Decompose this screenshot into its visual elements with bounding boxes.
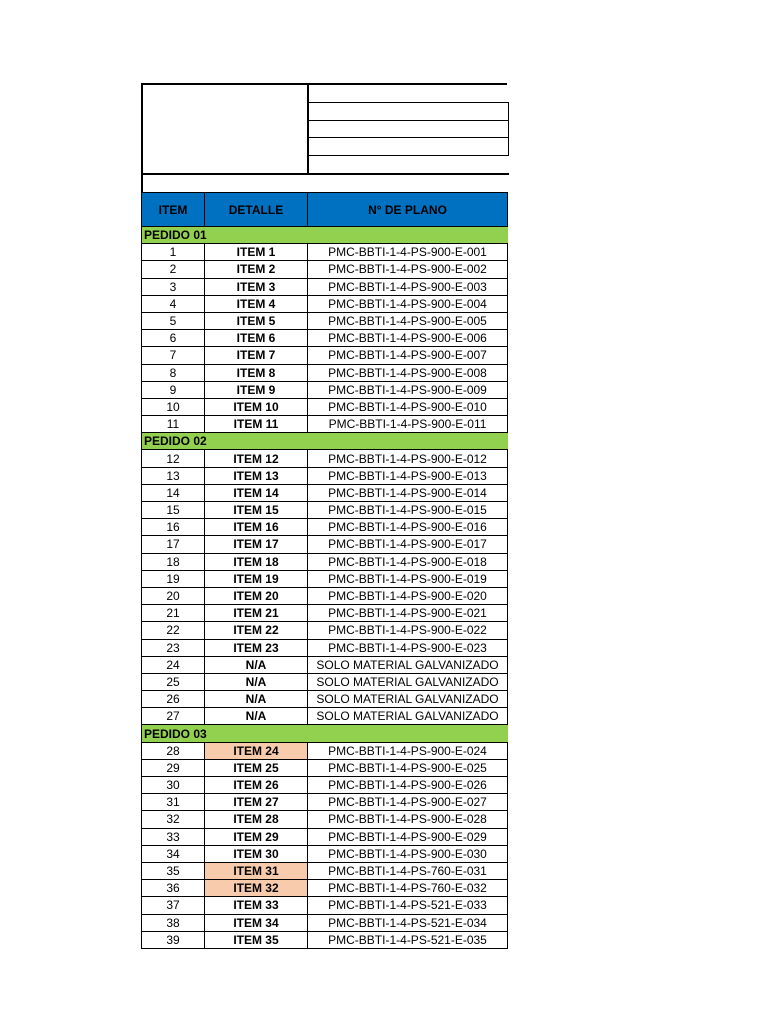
cell-item-number[interactable]: 19 (142, 570, 205, 587)
cell-plano[interactable]: PMC-BBTI-1-4-PS-900-E-020 (308, 587, 508, 604)
cell-item-number[interactable]: 16 (142, 519, 205, 536)
cell-detalle[interactable]: ITEM 28 (205, 811, 308, 828)
table-body (142, 227, 508, 949)
cell-plano[interactable]: PMC-BBTI-1-4-PS-900-E-007 (308, 347, 508, 364)
cell-detalle[interactable]: ITEM 19 (205, 570, 308, 587)
cell-plano[interactable]: PMC-BBTI-1-4-PS-900-E-018 (308, 553, 508, 570)
cell-item-number[interactable]: 29 (142, 759, 205, 776)
cell-plano[interactable]: PMC-BBTI-1-4-PS-521-E-033 (308, 897, 508, 914)
title-block-line (309, 137, 509, 138)
cell-item-number[interactable]: 4 (142, 295, 205, 312)
cell-detalle[interactable]: ITEM 22 (205, 622, 308, 639)
cell-item-number[interactable]: 28 (142, 742, 205, 759)
table-row (142, 467, 508, 484)
column-header-plano[interactable]: N° DE PLANO (308, 193, 508, 227)
table-row (142, 278, 508, 295)
cell-item-number[interactable]: 33 (142, 828, 205, 845)
table-row (142, 759, 508, 776)
cell-plano[interactable]: PMC-BBTI-1-4-PS-900-E-022 (308, 622, 508, 639)
cell-detalle[interactable]: ITEM 21 (205, 605, 308, 622)
table-row (142, 295, 508, 312)
cell-plano[interactable]: PMC-BBTI-1-4-PS-900-E-023 (308, 639, 508, 656)
cell-detalle[interactable]: N/A (205, 673, 308, 690)
cell-item-number[interactable]: 23 (142, 639, 205, 656)
cell-item-number[interactable]: 26 (142, 691, 205, 708)
cell-detalle[interactable]: ITEM 17 (205, 536, 308, 553)
cell-item-number[interactable]: 18 (142, 553, 205, 570)
cell-detalle[interactable]: ITEM 15 (205, 502, 308, 519)
cell-plano[interactable]: PMC-BBTI-1-4-PS-900-E-028 (308, 811, 508, 828)
table-row (142, 244, 508, 261)
table-row (142, 845, 508, 862)
cell-detalle[interactable]: ITEM 11 (205, 416, 308, 433)
cell-detalle[interactable]: ITEM 18 (205, 553, 308, 570)
cell-detalle[interactable]: ITEM 7 (205, 347, 308, 364)
cell-detalle[interactable]: ITEM 23 (205, 639, 308, 656)
cell-item-number[interactable]: 30 (142, 777, 205, 794)
cell-plano[interactable]: PMC-BBTI-1-4-PS-760-E-032 (308, 880, 508, 897)
cell-detalle[interactable]: ITEM 1 (205, 244, 308, 261)
table-header-row (142, 193, 508, 227)
cell-item-number[interactable]: 8 (142, 364, 205, 381)
cell-plano[interactable]: PMC-BBTI-1-4-PS-900-E-024 (308, 742, 508, 759)
table-row (142, 931, 508, 948)
cell-item-number[interactable]: 38 (142, 914, 205, 931)
cell-detalle[interactable]: ITEM 8 (205, 364, 308, 381)
column-header-detalle[interactable]: DETALLE (205, 193, 308, 227)
cell-plano[interactable]: PMC-BBTI-1-4-PS-900-E-014 (308, 484, 508, 501)
table-row (142, 570, 508, 587)
cell-detalle[interactable]: ITEM 13 (205, 467, 308, 484)
cell-item-number[interactable]: 12 (142, 450, 205, 467)
table-row (142, 553, 508, 570)
table-row (142, 330, 508, 347)
table-row (142, 622, 508, 639)
table-row (142, 828, 508, 845)
cell-detalle[interactable]: ITEM 6 (205, 330, 308, 347)
table-row (142, 777, 508, 794)
cell-plano[interactable]: PMC-BBTI-1-4-PS-900-E-029 (308, 828, 508, 845)
cell-plano[interactable]: PMC-BBTI-1-4-PS-900-E-013 (308, 467, 508, 484)
table-row (142, 312, 508, 329)
cell-item-number[interactable]: 14 (142, 484, 205, 501)
cell-item-number[interactable]: 34 (142, 845, 205, 862)
cell-detalle[interactable]: ITEM 31 (205, 862, 308, 879)
cell-plano[interactable]: PMC-BBTI-1-4-PS-900-E-030 (308, 845, 508, 862)
cell-detalle[interactable]: ITEM 12 (205, 450, 308, 467)
cell-item-number[interactable]: 7 (142, 347, 205, 364)
cell-detalle[interactable]: ITEM 30 (205, 845, 308, 862)
table-row (142, 914, 508, 931)
cell-detalle[interactable]: ITEM 14 (205, 484, 308, 501)
table-row (142, 502, 508, 519)
cell-plano[interactable]: SOLO MATERIAL GALVANIZADO (308, 708, 508, 725)
table-row (142, 639, 508, 656)
cell-item-number[interactable]: 36 (142, 880, 205, 897)
cell-detalle[interactable]: N/A (205, 656, 308, 673)
cell-item-number[interactable]: 10 (142, 398, 205, 415)
cell-plano[interactable]: PMC-BBTI-1-4-PS-900-E-004 (308, 295, 508, 312)
cell-detalle[interactable]: ITEM 24 (205, 742, 308, 759)
cell-item-number[interactable]: 32 (142, 811, 205, 828)
cell-item-number[interactable]: 17 (142, 536, 205, 553)
cell-plano[interactable]: PMC-BBTI-1-4-PS-900-E-012 (308, 450, 508, 467)
title-block-info-area (309, 85, 509, 175)
cell-plano[interactable]: PMC-BBTI-1-4-PS-760-E-031 (308, 862, 508, 879)
cell-item-number[interactable]: 39 (142, 931, 205, 948)
cell-plano[interactable]: PMC-BBTI-1-4-PS-900-E-027 (308, 794, 508, 811)
table-row (142, 416, 508, 433)
title-block-line (309, 120, 509, 121)
cell-plano[interactable]: SOLO MATERIAL GALVANIZADO (308, 673, 508, 690)
table-row (142, 536, 508, 553)
table-row (142, 519, 508, 536)
cell-detalle[interactable]: ITEM 25 (205, 759, 308, 776)
title-block-logo-area (143, 85, 309, 175)
cell-item-number[interactable]: 1 (142, 244, 205, 261)
cell-detalle[interactable]: N/A (205, 691, 308, 708)
cell-detalle[interactable]: ITEM 5 (205, 312, 308, 329)
cell-plano[interactable]: PMC-BBTI-1-4-PS-900-E-019 (308, 570, 508, 587)
table-row (142, 605, 508, 622)
column-header-item[interactable]: ITEM (142, 193, 205, 227)
cell-item-number[interactable]: 37 (142, 897, 205, 914)
cell-item-number[interactable]: 3 (142, 278, 205, 295)
cell-detalle[interactable]: ITEM 27 (205, 794, 308, 811)
table-row (142, 398, 508, 415)
cell-item-number[interactable]: 25 (142, 673, 205, 690)
table-row (142, 364, 508, 381)
cell-plano[interactable]: PMC-BBTI-1-4-PS-900-E-010 (308, 398, 508, 415)
cell-plano[interactable]: SOLO MATERIAL GALVANIZADO (308, 656, 508, 673)
table-row (142, 742, 508, 759)
cell-plano[interactable]: PMC-BBTI-1-4-PS-521-E-034 (308, 914, 508, 931)
cell-plano[interactable]: PMC-BBTI-1-4-PS-900-E-025 (308, 759, 508, 776)
group-row (142, 433, 508, 450)
title-block-spacer-row (143, 175, 509, 192)
cell-detalle[interactable]: ITEM 35 (205, 931, 308, 948)
table-row (142, 691, 508, 708)
cell-plano[interactable]: PMC-BBTI-1-4-PS-900-E-008 (308, 364, 508, 381)
cell-detalle[interactable]: ITEM 34 (205, 914, 308, 931)
cell-detalle[interactable]: ITEM 16 (205, 519, 308, 536)
title-block-line (309, 155, 509, 156)
cell-plano[interactable]: PMC-BBTI-1-4-PS-900-E-026 (308, 777, 508, 794)
cell-item-number[interactable]: 5 (142, 312, 205, 329)
cell-plano[interactable]: PMC-BBTI-1-4-PS-900-E-011 (308, 416, 508, 433)
cell-detalle[interactable]: ITEM 2 (205, 261, 308, 278)
cell-item-number[interactable]: 24 (142, 656, 205, 673)
table-row (142, 673, 508, 690)
table-row (142, 656, 508, 673)
cell-plano[interactable]: PMC-BBTI-1-4-PS-900-E-002 (308, 261, 508, 278)
cell-plano[interactable]: PMC-BBTI-1-4-PS-900-E-017 (308, 536, 508, 553)
table-row (142, 347, 508, 364)
cell-item-number[interactable]: 9 (142, 381, 205, 398)
cell-item-number[interactable]: 35 (142, 862, 205, 879)
cell-detalle[interactable]: ITEM 10 (205, 398, 308, 415)
group-row (142, 725, 508, 742)
cell-detalle[interactable]: ITEM 33 (205, 897, 308, 914)
cell-detalle[interactable]: ITEM 26 (205, 777, 308, 794)
table-row (142, 450, 508, 467)
table-row (142, 811, 508, 828)
table-row (142, 484, 508, 501)
cell-detalle[interactable]: ITEM 4 (205, 295, 308, 312)
cell-item-number[interactable]: 27 (142, 708, 205, 725)
cell-detalle[interactable]: ITEM 32 (205, 880, 308, 897)
group-label[interactable]: PEDIDO 01 (142, 227, 508, 244)
table-row (142, 794, 508, 811)
table-row (142, 381, 508, 398)
cell-plano[interactable]: PMC-BBTI-1-4-PS-900-E-021 (308, 605, 508, 622)
cell-plano[interactable]: PMC-BBTI-1-4-PS-900-E-005 (308, 312, 508, 329)
group-row (142, 227, 508, 244)
cell-item-number[interactable]: 21 (142, 605, 205, 622)
group-label[interactable]: PEDIDO 02 (142, 433, 508, 450)
table-row (142, 862, 508, 879)
cell-item-number[interactable]: 22 (142, 622, 205, 639)
cell-plano[interactable]: PMC-BBTI-1-4-PS-900-E-015 (308, 502, 508, 519)
cell-item-number[interactable]: 6 (142, 330, 205, 347)
table-row (142, 880, 508, 897)
cell-detalle[interactable]: N/A (205, 708, 308, 725)
table-row (142, 261, 508, 278)
cell-plano[interactable]: PMC-BBTI-1-4-PS-900-E-001 (308, 244, 508, 261)
title-block-line (309, 102, 509, 103)
plans-table (141, 192, 508, 949)
table-row (142, 708, 508, 725)
cell-detalle[interactable]: ITEM 20 (205, 587, 308, 604)
cell-item-number[interactable]: 2 (142, 261, 205, 278)
title-block (141, 83, 507, 192)
cell-detalle[interactable]: ITEM 9 (205, 381, 308, 398)
cell-detalle[interactable]: ITEM 29 (205, 828, 308, 845)
cell-plano[interactable]: PMC-BBTI-1-4-PS-900-E-006 (308, 330, 508, 347)
table-row (142, 897, 508, 914)
table-row (142, 587, 508, 604)
cell-detalle[interactable]: ITEM 3 (205, 278, 308, 295)
cell-item-number[interactable]: 31 (142, 794, 205, 811)
title-block-right-border (508, 102, 509, 155)
cell-plano[interactable]: PMC-BBTI-1-4-PS-900-E-016 (308, 519, 508, 536)
cell-plano[interactable]: PMC-BBTI-1-4-PS-900-E-009 (308, 381, 508, 398)
cell-item-number[interactable]: 11 (142, 416, 205, 433)
cell-item-number[interactable]: 15 (142, 502, 205, 519)
group-label[interactable]: PEDIDO 03 (142, 725, 508, 742)
spreadsheet (141, 83, 507, 949)
cell-plano[interactable]: PMC-BBTI-1-4-PS-521-E-035 (308, 931, 508, 948)
cell-item-number[interactable]: 13 (142, 467, 205, 484)
cell-plano[interactable]: PMC-BBTI-1-4-PS-900-E-003 (308, 278, 508, 295)
cell-item-number[interactable]: 20 (142, 587, 205, 604)
cell-plano[interactable]: SOLO MATERIAL GALVANIZADO (308, 691, 508, 708)
